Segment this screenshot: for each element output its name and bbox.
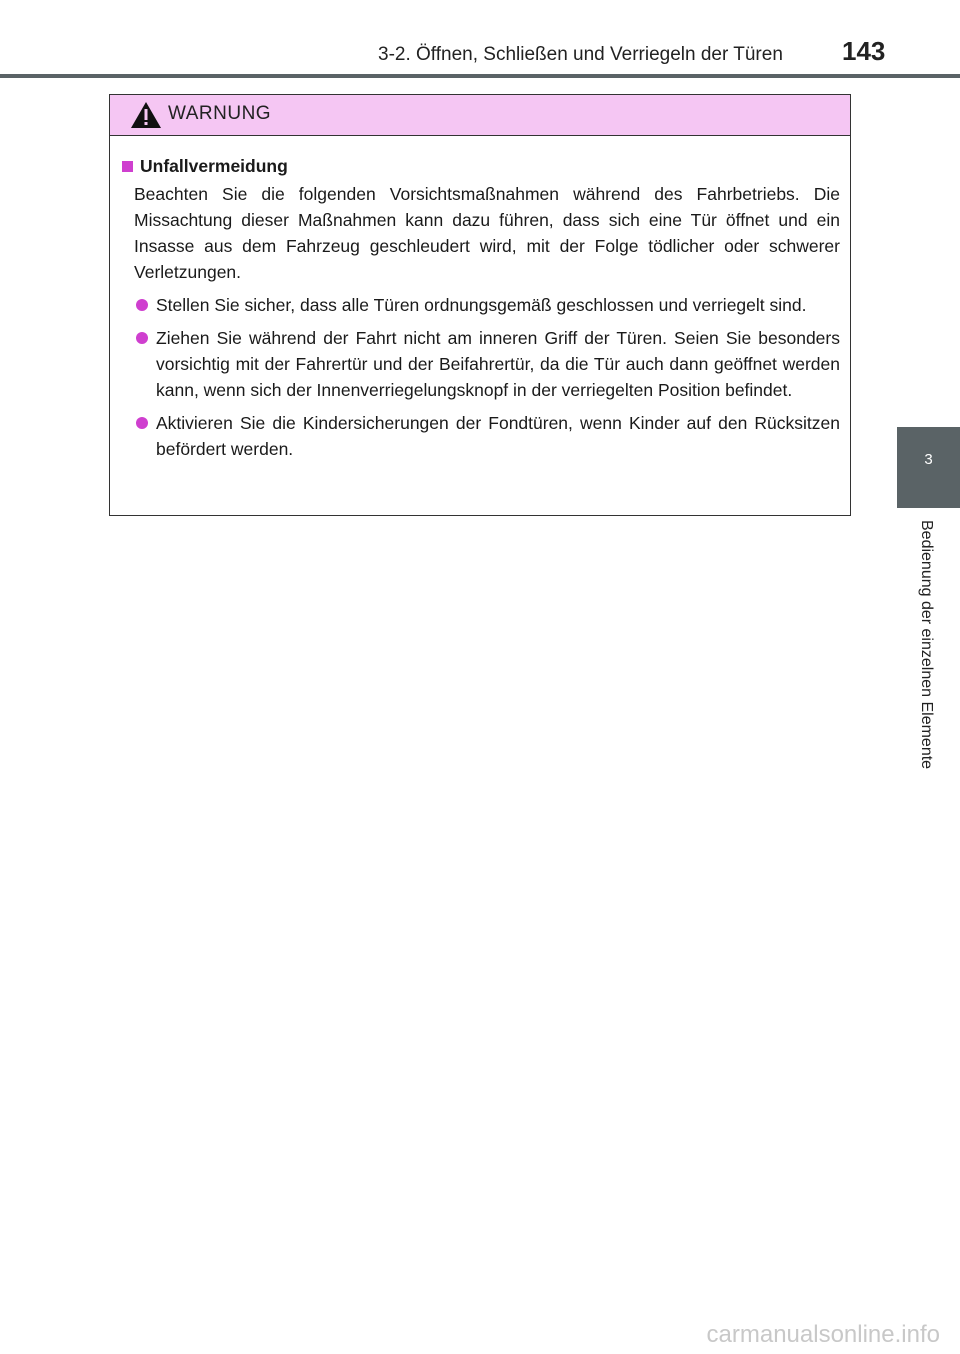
- list-item: [134, 292, 840, 318]
- chapter-tab: [897, 427, 960, 508]
- intro-paragraph: Beachten Sie die folgenden Vorsichtsmaßnahmen während des Fahrbetriebs. Die Missachtung dieser Maßnahmen kann dazu führen, dass sich eine Tür öffnet und ein Insasse aus dem Fahrzeug geschleudert wird, mit der Folge tödlicher oder schwerer Verletzungen.: [134, 184, 840, 282]
- section-heading: [122, 153, 840, 179]
- page-number: 143: [842, 36, 886, 66]
- section-heading-text: Unfallvermeidung: [140, 156, 288, 176]
- list-item: [134, 410, 840, 462]
- dot-bullet-icon: [136, 299, 148, 311]
- list-item-text: Ziehen Sie während der Fahrt nicht am inneren Griff der Türen. Seien Sie besonders vorsichtig mit der Fahrertür und der Beifahrertür, da die Tür auch dann geöffnet werden kann, wenn sich der Innenverriegelungsknopf in der verriegelten Position befindet.: [156, 328, 840, 400]
- square-bullet-icon: [122, 161, 133, 172]
- dot-bullet-icon: [136, 417, 148, 429]
- chapter-number: 3: [924, 451, 933, 468]
- dot-bullet-icon: [136, 332, 148, 344]
- watermark-text: carmanualsonline.info: [706, 1321, 940, 1348]
- list-item-text: Stellen Sie sicher, dass alle Türen ordnungsgemäß geschlossen und verriegelt sind.: [156, 295, 807, 315]
- warning-body: [110, 136, 850, 462]
- warning-header: [110, 95, 850, 136]
- warning-triangle-icon: [130, 101, 162, 129]
- chapter-label: Bedienung der einzelnen Elemente: [918, 520, 935, 770]
- watermark-logo: [575, 1318, 945, 1348]
- warning-title: WARNUNG: [168, 103, 272, 124]
- list-item: [134, 325, 840, 403]
- warning-box: [109, 94, 851, 516]
- list-item-text: Aktivieren Sie die Kindersicherungen der Fondtüren, wenn Kinder auf den Rücksitzen befördert werden.: [156, 413, 840, 459]
- running-header: 3-2. Öffnen, Schließen und Verriegeln der Türen: [378, 44, 783, 65]
- header-rule: [0, 74, 960, 78]
